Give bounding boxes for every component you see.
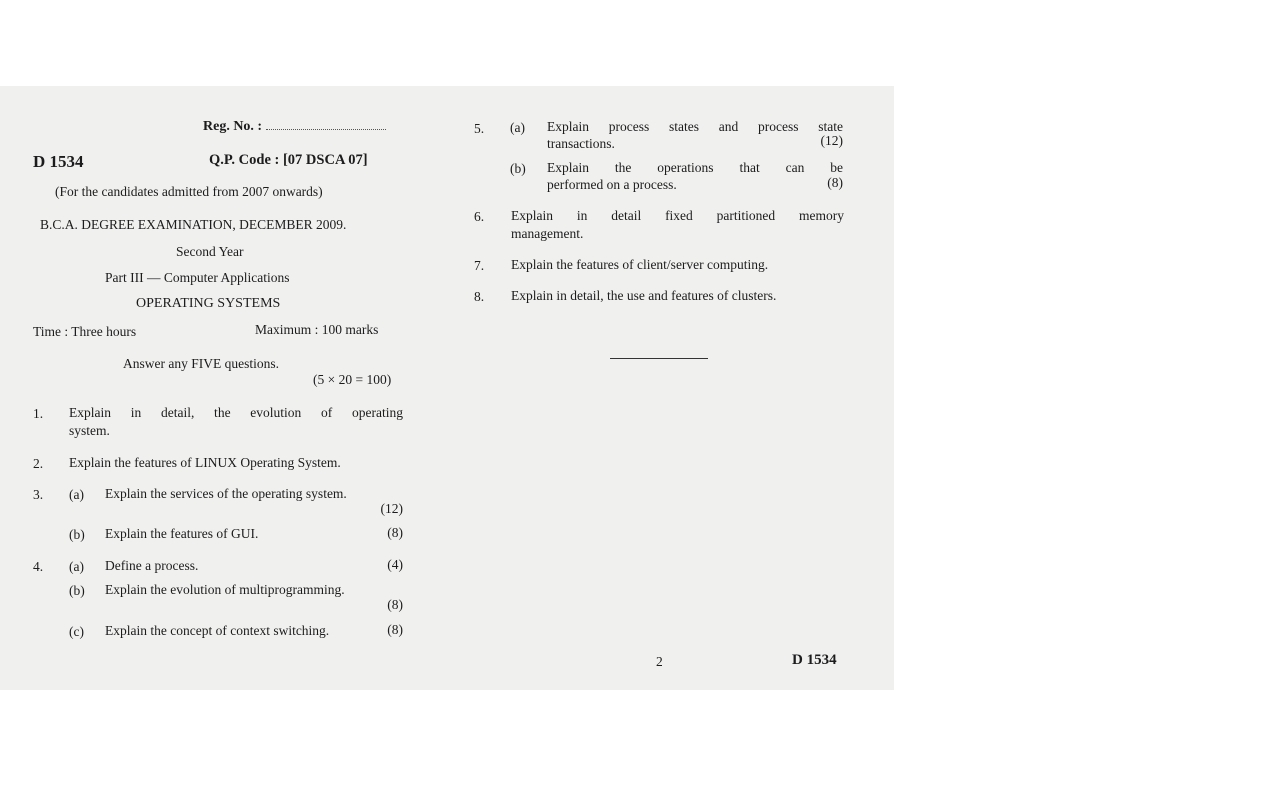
right-page bbox=[440, 86, 894, 690]
exam-title: B.C.A. DEGREE EXAMINATION, DECEMBER 2009. bbox=[40, 217, 347, 232]
question-4a-marks: (4) bbox=[387, 557, 403, 572]
footer-paper-code: D 1534 bbox=[792, 652, 837, 668]
question-2-text: Explain the features of LINUX Operating System. bbox=[69, 455, 341, 470]
question-6-line-1: Explain in detail fixed partitioned memory bbox=[511, 208, 844, 223]
question-number: 8. bbox=[474, 289, 485, 304]
question-3b-text: Explain the features of GUI. bbox=[105, 526, 259, 541]
reg-no-blank bbox=[266, 119, 386, 130]
marks-formula: (5 × 20 = 100) bbox=[313, 372, 392, 387]
question-1-line-2: system. bbox=[69, 423, 110, 438]
question-3b-marks: (8) bbox=[387, 525, 403, 540]
subject-title: OPERATING SYSTEMS bbox=[136, 296, 281, 311]
question-4c-marks: (8) bbox=[387, 622, 403, 637]
subquestion-label: (a) bbox=[69, 487, 84, 502]
question-number: 5. bbox=[474, 121, 485, 136]
question-number: 3. bbox=[33, 487, 44, 502]
question-5b-line-1: Explain the operations that can be bbox=[547, 160, 843, 175]
time-allowed: Time : Three hours bbox=[33, 324, 137, 339]
paper-code: D 1534 bbox=[33, 152, 84, 171]
exam-part: Part III — Computer Applications bbox=[105, 270, 290, 285]
question-5b-line-2: performed on a process. bbox=[547, 177, 677, 192]
qp-code: Q.P. Code : [07 DSCA 07] bbox=[209, 152, 368, 168]
question-5a-marks: (12) bbox=[820, 133, 843, 148]
question-7-text: Explain the features of client/server computing. bbox=[511, 257, 769, 272]
candidates-note: (For the candidates admitted from 2007 onwards) bbox=[55, 184, 323, 199]
subquestion-label: (b) bbox=[510, 161, 526, 176]
question-number: 2. bbox=[33, 456, 44, 471]
question-5a-line-1: Explain process states and process state bbox=[547, 119, 843, 134]
question-number: 1. bbox=[33, 406, 44, 421]
subquestion-label: (a) bbox=[69, 559, 84, 574]
reg-no bbox=[203, 119, 386, 135]
question-4c-text: Explain the concept of context switching. bbox=[105, 623, 330, 638]
question-6-line-2: management. bbox=[511, 226, 584, 241]
question-number: 4. bbox=[33, 559, 44, 574]
subquestion-label: (a) bbox=[510, 120, 525, 135]
subquestion-label: (c) bbox=[69, 624, 84, 639]
question-1-line-1: Explain in detail, the evolution of operating bbox=[69, 405, 403, 420]
question-4a-text: Define a process. bbox=[105, 558, 199, 573]
question-4b-marks: (8) bbox=[387, 597, 403, 612]
question-5b-marks: (8) bbox=[827, 175, 843, 190]
question-8-text: Explain in detail, the use and features of clusters. bbox=[511, 288, 777, 303]
question-3a-marks: (12) bbox=[380, 501, 403, 516]
subquestion-label: (b) bbox=[69, 583, 85, 598]
instruction: Answer any FIVE questions. bbox=[123, 356, 279, 371]
maximum-marks: Maximum : 100 marks bbox=[255, 322, 379, 337]
question-number: 6. bbox=[474, 209, 485, 224]
subquestion-label: (b) bbox=[69, 527, 85, 542]
left-page bbox=[0, 86, 440, 690]
page-number: 2 bbox=[656, 654, 663, 669]
scanned-question-paper bbox=[0, 86, 894, 690]
end-rule bbox=[610, 358, 708, 359]
question-4b-text: Explain the evolution of multiprogramming. bbox=[105, 582, 345, 597]
reg-no-label: Reg. No. : bbox=[203, 119, 263, 134]
question-number: 7. bbox=[474, 258, 485, 273]
question-3a-text: Explain the services of the operating system. bbox=[105, 486, 347, 501]
exam-year: Second Year bbox=[176, 244, 244, 259]
question-5a-line-2: transactions. bbox=[547, 136, 615, 151]
